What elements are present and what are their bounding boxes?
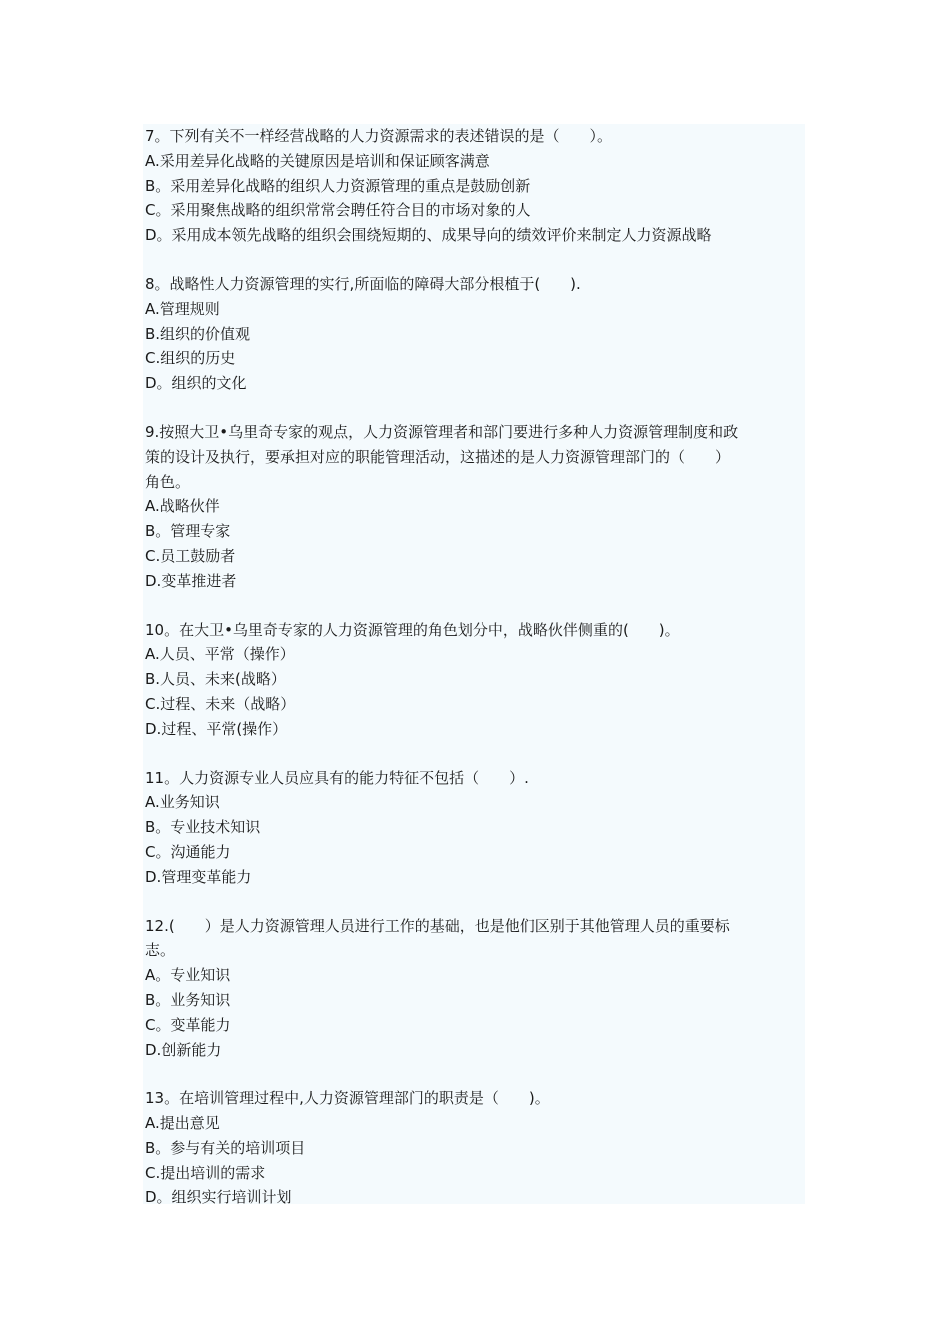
document-content: [143, 124, 805, 1207]
question-stem: 8。战略性人力资源管理的实行,所面临的障碍大部分根植于( ).: [145, 274, 581, 293]
question-stem: 11。人力资源专业人员应具有的能力特征不包括（ ）.: [145, 768, 529, 787]
question-block: [143, 618, 805, 742]
answer-option: C。沟通能力: [145, 842, 231, 861]
question-stem: 策的设计及执行，要承担对应的职能管理活动，这描述的是人力资源管理部门的（ ）: [145, 447, 731, 466]
answer-option: C.过程、未来（战略）: [145, 694, 296, 713]
answer-option: B。业务知识: [145, 990, 231, 1009]
answer-option: C.员工鼓励者: [145, 546, 236, 565]
question-block: [143, 914, 805, 1063]
question-block: [143, 124, 805, 248]
question-block: [143, 766, 805, 890]
answer-option: A.管理规则: [145, 299, 220, 318]
answer-option: C。采用聚焦战略的组织常常会聘任符合目的市场对象的人: [145, 201, 531, 220]
answer-option: D。采用成本领先战略的组织会围绕短期的、成果导向的绩效评价来制定人力资源战略: [145, 226, 712, 245]
answer-option: D.变革推进者: [145, 571, 237, 590]
question-stem: 志。: [145, 941, 176, 960]
question-stem: 角色。: [145, 472, 191, 491]
answer-option: B。采用差异化战略的组织人力资源管理的重点是鼓励创新: [145, 176, 531, 195]
answer-option: A.战略伙伴: [145, 497, 220, 516]
answer-option: B。专业技术知识: [145, 818, 261, 837]
answer-option: C.组织的历史: [145, 349, 236, 368]
answer-option: C。变革能力: [145, 1015, 231, 1034]
answer-option: D.过程、平常(操作）: [145, 719, 288, 738]
answer-option: C.提出培训的需求: [145, 1163, 266, 1182]
question-stem: 12.( ）是人力资源管理人员进行工作的基础，也是他们区别于其他管理人员的重要标: [145, 916, 730, 935]
answer-option: A.提出意见: [145, 1114, 220, 1133]
question-block: [143, 1086, 805, 1210]
answer-option: A.人员、平常（操作）: [145, 645, 295, 664]
answer-option: D.创新能力: [145, 1040, 222, 1059]
answer-option: B。参与有关的培训项目: [145, 1138, 306, 1157]
answer-option: B.组织的价值观: [145, 324, 251, 343]
question-stem: 10。在大卫•乌里奇专家的人力资源管理的角色划分中，战略伙伴侧重的( )。: [145, 620, 680, 639]
answer-option: A。专业知识: [145, 966, 231, 985]
answer-option: A.采用差异化战略的关键原因是培训和保证顾客满意: [145, 151, 490, 170]
answer-option: B。管理专家: [145, 522, 231, 541]
question-stem: 7。下列有关不一样经营战略的人力资源需求的表述错误的是（ ）。: [145, 127, 613, 145]
question-block: [143, 420, 805, 594]
question-stem: 13。在培训管理过程中,人力资源管理部门的职责是（ )。: [145, 1089, 550, 1108]
question-stem: 9.按照大卫•乌里奇专家的观点，人力资源管理者和部门要进行多种人力资源管理制度和政: [145, 422, 739, 441]
question-block: [143, 272, 805, 396]
answer-option: A.业务知识: [145, 793, 220, 812]
answer-option: D.管理变革能力: [145, 867, 252, 886]
answer-option: B.人员、未来(战略）: [145, 670, 286, 689]
answer-option: D。组织实行培训计划: [145, 1188, 292, 1207]
answer-option: D。组织的文化: [145, 374, 247, 393]
